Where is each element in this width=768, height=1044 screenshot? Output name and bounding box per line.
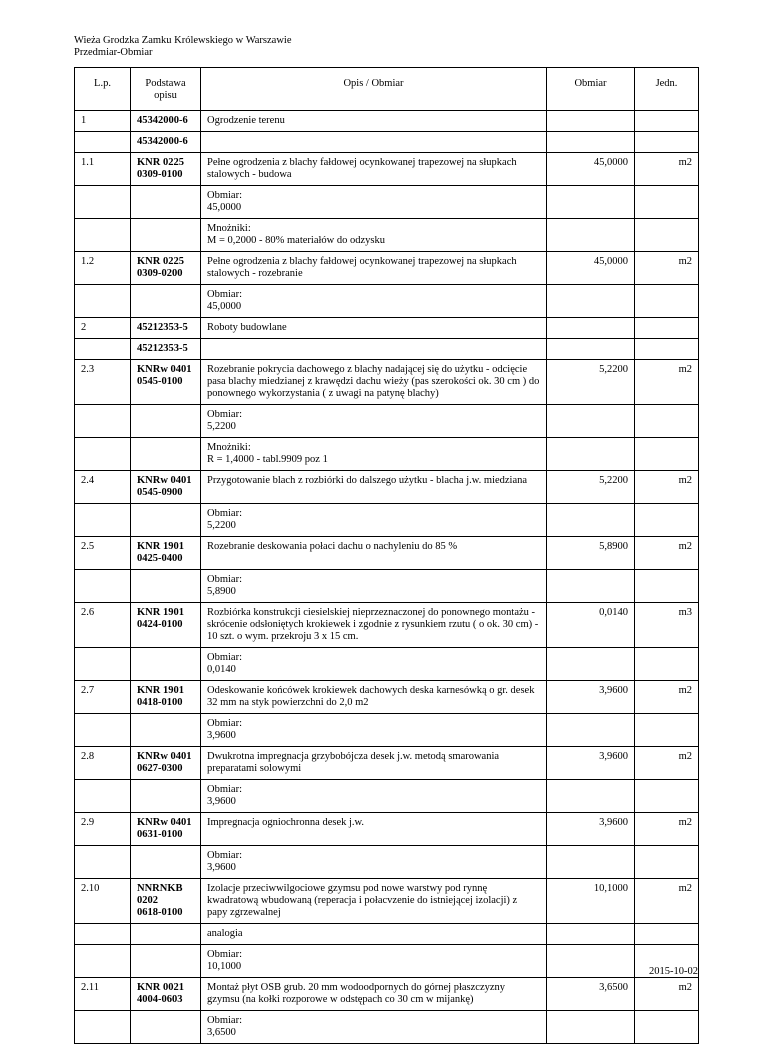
row-unit: m2 (635, 360, 699, 405)
row-lp (75, 186, 131, 219)
table-row-note (75, 780, 699, 813)
table-row-note (75, 846, 699, 879)
row-code: NNRNKB 0202 0618-0100 (131, 879, 201, 924)
row-description: Odeskowanie końcówek krokiewek dachowych deska karnesówką o gr. desek 32 mm na styk powierzchni do 2,0 m2 (201, 681, 547, 714)
row-description: Roboty budowlane (201, 318, 547, 339)
header-title: Wieża Grodzka Zamku Królewskiego w Warszawie (74, 35, 292, 46)
table-row-note (75, 219, 699, 252)
row-lp: 2 (75, 318, 131, 339)
footer-date: 2015-10-02 (649, 966, 698, 977)
row-note: Mnożniki: M = 0,2000 - 80% materiałów do odzysku (201, 219, 547, 252)
table-row-item (75, 537, 699, 570)
row-lp: 1.2 (75, 252, 131, 285)
row-quantity (547, 846, 635, 879)
row-note: Obmiar: 3,9600 (201, 714, 547, 747)
row-unit (635, 1011, 699, 1044)
col-lp: L.p. (75, 68, 131, 111)
table-row-item (75, 681, 699, 714)
row-unit: m2 (635, 681, 699, 714)
table-row-section (75, 111, 699, 132)
row-description: Pełne ogrodzenia z blachy fałdowej ocynkowanej trapezowej na słupkach stalowych - rozebranie (201, 252, 547, 285)
table-row-note (75, 714, 699, 747)
row-note: Obmiar: 5,2200 (201, 504, 547, 537)
row-note: Obmiar: 5,8900 (201, 570, 547, 603)
table-row-item (75, 471, 699, 504)
table-row-note (75, 504, 699, 537)
row-note: Obmiar: 45,0000 (201, 186, 547, 219)
row-lp (75, 219, 131, 252)
row-unit (635, 504, 699, 537)
row-lp (75, 780, 131, 813)
table-row-section (75, 318, 699, 339)
row-quantity (547, 1011, 635, 1044)
row-unit: m2 (635, 537, 699, 570)
row-quantity (547, 648, 635, 681)
row-quantity (547, 780, 635, 813)
col-description: Opis / Obmiar (201, 68, 547, 111)
row-unit (635, 648, 699, 681)
row-unit (635, 339, 699, 360)
row-unit (635, 132, 699, 153)
row-quantity (547, 945, 635, 978)
row-code: KNR 0225 0309-0200 (131, 252, 201, 285)
table-row-subcode (75, 339, 699, 360)
row-description: Ogrodzenie terenu (201, 111, 547, 132)
table-row-note (75, 924, 699, 945)
row-quantity (547, 924, 635, 945)
row-quantity: 0,0140 (547, 603, 635, 648)
row-code (131, 924, 201, 945)
row-quantity (547, 219, 635, 252)
row-unit (635, 111, 699, 132)
row-unit: m2 (635, 252, 699, 285)
row-code: KNR 1901 0424-0100 (131, 603, 201, 648)
table-row-note (75, 945, 699, 978)
row-unit (635, 846, 699, 879)
row-quantity (547, 339, 635, 360)
row-unit (635, 405, 699, 438)
row-code (131, 285, 201, 318)
row-unit: m2 (635, 153, 699, 186)
table-row-subcode (75, 132, 699, 153)
col-basis: Podstawa opisu (131, 68, 201, 111)
row-description: Montaż płyt OSB grub. 20 mm wodoodpornych do górnej płaszczyzny gzymsu (na kołki rozporowe w odstępach co 30 cm w mijankę) (201, 978, 547, 1011)
row-quantity (547, 132, 635, 153)
row-subcode: 45212353-5 (131, 339, 201, 360)
table-row-item (75, 879, 699, 924)
row-lp (75, 714, 131, 747)
row-code: KNRw 0401 0545-0900 (131, 471, 201, 504)
row-unit (635, 780, 699, 813)
row-code: 45212353-5 (131, 318, 201, 339)
row-code: KNR 0021 4004-0603 (131, 978, 201, 1011)
header-subtitle: Przedmiar-Obmiar (74, 47, 153, 58)
row-lp (75, 132, 131, 153)
row-code (131, 846, 201, 879)
row-code: KNR 1901 0418-0100 (131, 681, 201, 714)
row-lp: 2.11 (75, 978, 131, 1011)
row-code (131, 186, 201, 219)
row-code: KNRw 0401 0545-0100 (131, 360, 201, 405)
row-lp (75, 648, 131, 681)
table-row-note (75, 648, 699, 681)
row-code (131, 1011, 201, 1044)
col-unit: Jedn. (635, 68, 699, 111)
row-description: Rozbiórka konstrukcji ciesielskiej nieprzeznaczonej do ponownego montażu - skrócenie odsłoniętych krokiewek i zgodnie z rysunkiem rzutu ( o ok. 30 cm) - 10 szt. o wym. przekroju 3 x 15 cm. (201, 603, 547, 648)
row-subcode: 45342000-6 (131, 132, 201, 153)
row-quantity (547, 438, 635, 471)
row-code: 45342000-6 (131, 111, 201, 132)
table-row-note (75, 186, 699, 219)
row-code: KNR 1901 0425-0400 (131, 537, 201, 570)
row-description: Izolacje przeciwwilgociowe gzymsu pod nowe warstwy pod rynnę kwadratową wbudowaną (reperacja i połacvzenie do istniejącej izolacji) z papy zgrzewalnej (201, 879, 547, 924)
table-row-item (75, 360, 699, 405)
row-lp: 2.9 (75, 813, 131, 846)
row-quantity (547, 285, 635, 318)
row-note: Mnożniki: R = 1,4000 - tabl.9909 poz 1 (201, 438, 547, 471)
table-row-item (75, 747, 699, 780)
row-note: Obmiar: 0,0140 (201, 648, 547, 681)
row-note: Obmiar: 5,2200 (201, 405, 547, 438)
row-lp: 2.10 (75, 879, 131, 924)
row-quantity (547, 111, 635, 132)
table-row-item (75, 252, 699, 285)
row-lp (75, 504, 131, 537)
row-code (131, 219, 201, 252)
row-description: Przygotowanie blach z rozbiórki do dalszego użytku - blacha j.w. miedziana (201, 471, 547, 504)
document-header (74, 35, 292, 59)
table-row-note (75, 570, 699, 603)
row-unit (635, 285, 699, 318)
table-row-item (75, 978, 699, 1011)
row-description: Pełne ogrodzenia z blachy fałdowej ocynkowanej trapezowej na słupkach stalowych - budowa (201, 153, 547, 186)
row-lp: 2.4 (75, 471, 131, 504)
row-unit (635, 219, 699, 252)
row-unit (635, 924, 699, 945)
row-code: KNRw 0401 0627-0300 (131, 747, 201, 780)
row-unit (635, 438, 699, 471)
row-quantity: 3,6500 (547, 978, 635, 1011)
row-unit (635, 318, 699, 339)
row-code (131, 945, 201, 978)
row-code (131, 714, 201, 747)
row-lp (75, 846, 131, 879)
estimate-table (74, 67, 699, 1044)
row-unit: m2 (635, 471, 699, 504)
row-quantity: 45,0000 (547, 153, 635, 186)
row-quantity (547, 504, 635, 537)
table-row-note (75, 1011, 699, 1044)
row-lp: 2.8 (75, 747, 131, 780)
row-unit: m2 (635, 978, 699, 1011)
row-quantity: 45,0000 (547, 252, 635, 285)
table-body (75, 111, 699, 1044)
row-lp: 2.3 (75, 360, 131, 405)
row-code (131, 570, 201, 603)
row-lp: 1.1 (75, 153, 131, 186)
row-quantity: 5,2200 (547, 360, 635, 405)
row-code (131, 648, 201, 681)
row-description (201, 132, 547, 153)
table-row-item (75, 153, 699, 186)
row-unit: m2 (635, 879, 699, 924)
row-code (131, 405, 201, 438)
row-lp (75, 339, 131, 360)
row-quantity (547, 714, 635, 747)
row-lp: 2.7 (75, 681, 131, 714)
row-note: Obmiar: 10,1000 (201, 945, 547, 978)
row-unit (635, 186, 699, 219)
row-note: Obmiar: 3,9600 (201, 846, 547, 879)
row-code (131, 504, 201, 537)
row-quantity: 3,9600 (547, 747, 635, 780)
row-description: Impregnacja ogniochronna desek j.w. (201, 813, 547, 846)
row-code (131, 438, 201, 471)
row-quantity: 5,8900 (547, 537, 635, 570)
row-note: Obmiar: 45,0000 (201, 285, 547, 318)
row-lp: 2.5 (75, 537, 131, 570)
row-lp (75, 945, 131, 978)
row-lp (75, 1011, 131, 1044)
row-quantity (547, 570, 635, 603)
row-quantity: 5,2200 (547, 471, 635, 504)
table-row-item (75, 813, 699, 846)
row-note: analogia (201, 924, 547, 945)
row-quantity: 10,1000 (547, 879, 635, 924)
table-header-row (75, 68, 699, 111)
row-code (131, 780, 201, 813)
row-lp: 1 (75, 111, 131, 132)
row-code: KNR 0225 0309-0100 (131, 153, 201, 186)
row-code: KNRw 0401 0631-0100 (131, 813, 201, 846)
row-lp (75, 405, 131, 438)
row-description: Rozebranie pokrycia dachowego z blachy nadającej się do użytku - odcięcie pasa blachy miedzianej z krawędzi dachu wieży (pas szerokości ok. 30 cm ) do ponownego wykorzystania ( z uwagi na patynę blachy) (201, 360, 547, 405)
row-description: Rozebranie deskowania połaci dachu o nachyleniu do 85 % (201, 537, 547, 570)
row-note: Obmiar: 3,9600 (201, 780, 547, 813)
row-unit: m2 (635, 813, 699, 846)
table-row-item (75, 603, 699, 648)
row-quantity (547, 186, 635, 219)
col-quantity: Obmiar (547, 68, 635, 111)
row-unit (635, 570, 699, 603)
row-quantity: 3,9600 (547, 813, 635, 846)
row-description (201, 339, 547, 360)
row-quantity: 3,9600 (547, 681, 635, 714)
row-quantity (547, 405, 635, 438)
table-row-note (75, 405, 699, 438)
table-row-note (75, 285, 699, 318)
table-row-note (75, 438, 699, 471)
row-lp (75, 924, 131, 945)
row-lp (75, 285, 131, 318)
row-note: Obmiar: 3,6500 (201, 1011, 547, 1044)
row-description: Dwukrotna impregnacja grzybobójcza desek j.w. metodą smarowania preparatami solowymi (201, 747, 547, 780)
row-lp (75, 438, 131, 471)
row-lp (75, 570, 131, 603)
row-lp: 2.6 (75, 603, 131, 648)
row-unit: m3 (635, 603, 699, 648)
row-unit: m2 (635, 747, 699, 780)
row-unit (635, 714, 699, 747)
row-quantity (547, 318, 635, 339)
